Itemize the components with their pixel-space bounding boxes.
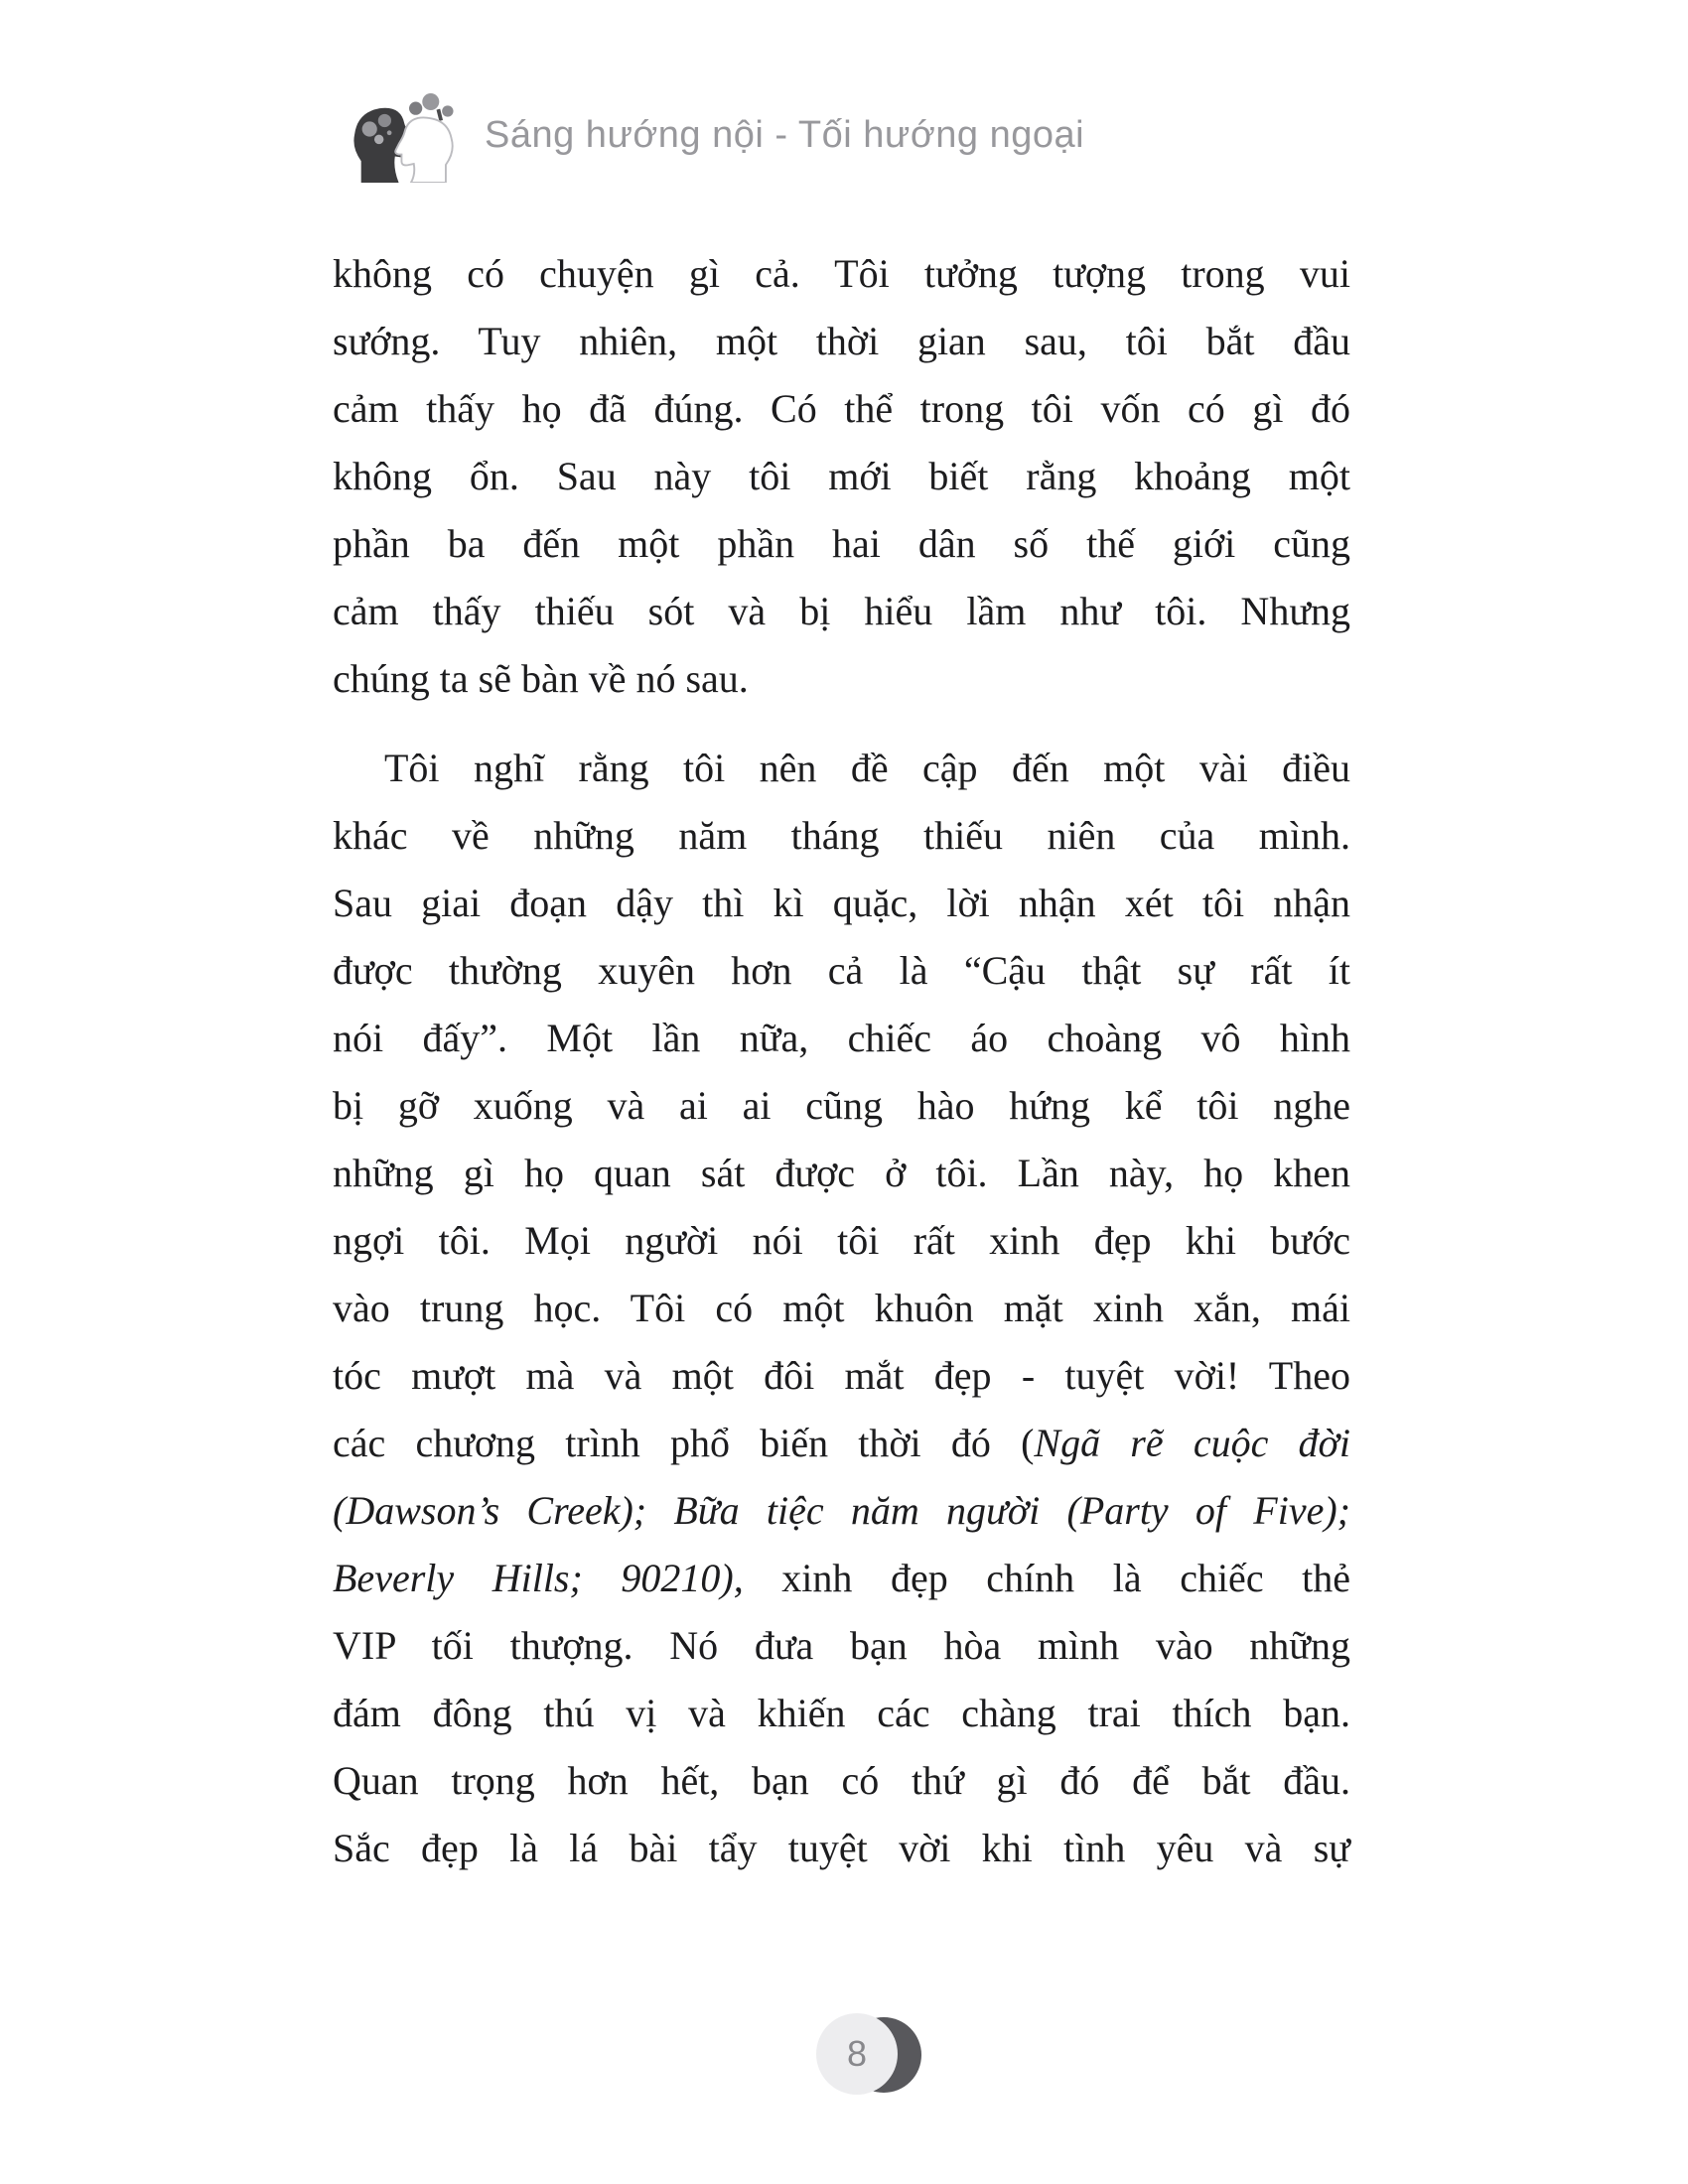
text-segment: chúng ta sẽ bàn về nó sau. xyxy=(333,656,749,701)
brain-bubble-icon xyxy=(374,135,383,144)
text-segment: xinh đẹp chính là chiếc thẻ xyxy=(743,1556,1351,1600)
text-line xyxy=(333,1747,1350,1815)
text-line xyxy=(333,645,1350,713)
text-line xyxy=(333,1342,1350,1410)
text-line xyxy=(333,443,1350,510)
thinking-heads-icon xyxy=(348,93,471,183)
brain-bubble-icon xyxy=(378,114,391,127)
text-segment: không ổn. Sau này tôi mới biết rằng khoảng một xyxy=(333,454,1350,498)
text-line xyxy=(333,870,1350,937)
text-segment: những gì họ quan sát được ở tôi. Lần này, họ khen xyxy=(333,1151,1350,1195)
page-number: 8 xyxy=(846,2033,868,2074)
text-segment: sướng. Tuy nhiên, một thời gian sau, tôi bắt đầu xyxy=(333,319,1350,363)
text-segment: khác về những năm tháng thiếu niên của mình. xyxy=(333,813,1350,858)
text-line xyxy=(333,1612,1350,1680)
text-line xyxy=(333,1680,1350,1747)
text-segment: vào trung học. Tôi có một khuôn mặt xinh xắn, mái xyxy=(333,1286,1350,1330)
text-line xyxy=(333,1410,1350,1477)
text-segment: Sau giai đoạn dậy thì kì quặc, lời nhận xét tôi nhận xyxy=(333,881,1350,925)
italic-text-segment: (Dawson’s Creek); Bữa tiệc năm người (Party of Five); xyxy=(333,1488,1350,1533)
text-segment: ngợi tôi. Mọi người nói tôi rất xinh đẹp khi bước xyxy=(333,1218,1350,1263)
paragraph xyxy=(333,240,1350,713)
text-segment: tóc mượt mà và một đôi mắt đẹp - tuyệt vời! Theo xyxy=(333,1353,1350,1398)
page-number-badge xyxy=(816,2013,933,2097)
text-line xyxy=(333,1477,1350,1545)
text-segment: nói đấy”. Một lần nữa, chiếc áo choàng vô hình xyxy=(333,1016,1350,1060)
text-line xyxy=(333,1207,1350,1275)
italic-text-segment: Beverly Hills; 90210), xyxy=(333,1556,744,1600)
idea-bubble-icon xyxy=(442,105,453,116)
text-line xyxy=(333,1005,1350,1072)
text-line xyxy=(333,1140,1350,1207)
text-segment: phần ba đến một phần hai dân số thế giới cũng xyxy=(333,521,1350,566)
page-header xyxy=(348,93,1084,183)
brain-bubble-icon xyxy=(387,130,392,135)
text-line xyxy=(333,1275,1350,1342)
text-line xyxy=(333,375,1350,443)
text-line xyxy=(333,1072,1350,1140)
text-line xyxy=(333,802,1350,870)
text-segment: cảm thấy họ đã đúng. Có thể trong tôi vốn có gì đó xyxy=(333,386,1350,431)
idea-bubble-icon xyxy=(409,102,422,115)
page-number-circle xyxy=(816,2013,898,2095)
text-segment: các chương trình phổ biến thời đó ( xyxy=(333,1421,1035,1465)
paragraph xyxy=(333,735,1350,1882)
text-line xyxy=(333,1815,1350,1882)
text-line xyxy=(333,510,1350,578)
page-body xyxy=(333,240,1350,1882)
italic-text-segment: Ngã rẽ cuộc đời xyxy=(1034,1421,1350,1465)
text-segment: Sắc đẹp là lá bài tẩy tuyệt vời khi tình yêu và sự xyxy=(333,1826,1350,1870)
text-segment: đám đông thú vị và khiến các chàng trai thích bạn. xyxy=(333,1691,1350,1735)
exclamation-mark-icon xyxy=(438,109,441,120)
text-segment: được thường xuyên hơn cả là “Cậu thật sự rất ít xyxy=(333,948,1350,993)
running-header-title: Sáng hướng nội - Tối hướng ngoại xyxy=(485,113,1085,156)
text-segment: bị gỡ xuống và ai ai cũng hào hứng kể tôi nghe xyxy=(333,1083,1350,1128)
brain-bubble-icon xyxy=(362,121,377,136)
text-segment: cảm thấy thiếu sót và bị hiểu lầm như tôi. Nhưng xyxy=(333,589,1350,633)
text-line xyxy=(333,308,1350,375)
text-segment: Quan trọng hơn hết, bạn có thứ gì đó để bắt đầu. xyxy=(333,1758,1350,1803)
text-line xyxy=(333,1545,1350,1612)
text-line xyxy=(333,735,1350,802)
text-segment: Tôi nghĩ rằng tôi nên đề cập đến một vài điều xyxy=(384,746,1350,790)
text-line xyxy=(333,578,1350,645)
text-segment: VIP tối thượng. Nó đưa bạn hòa mình vào những xyxy=(333,1623,1350,1668)
text-segment: không có chuyện gì cả. Tôi tưởng tượng trong vui xyxy=(333,251,1350,296)
idea-bubble-icon xyxy=(422,93,439,110)
text-line xyxy=(333,240,1350,308)
text-line xyxy=(333,937,1350,1005)
